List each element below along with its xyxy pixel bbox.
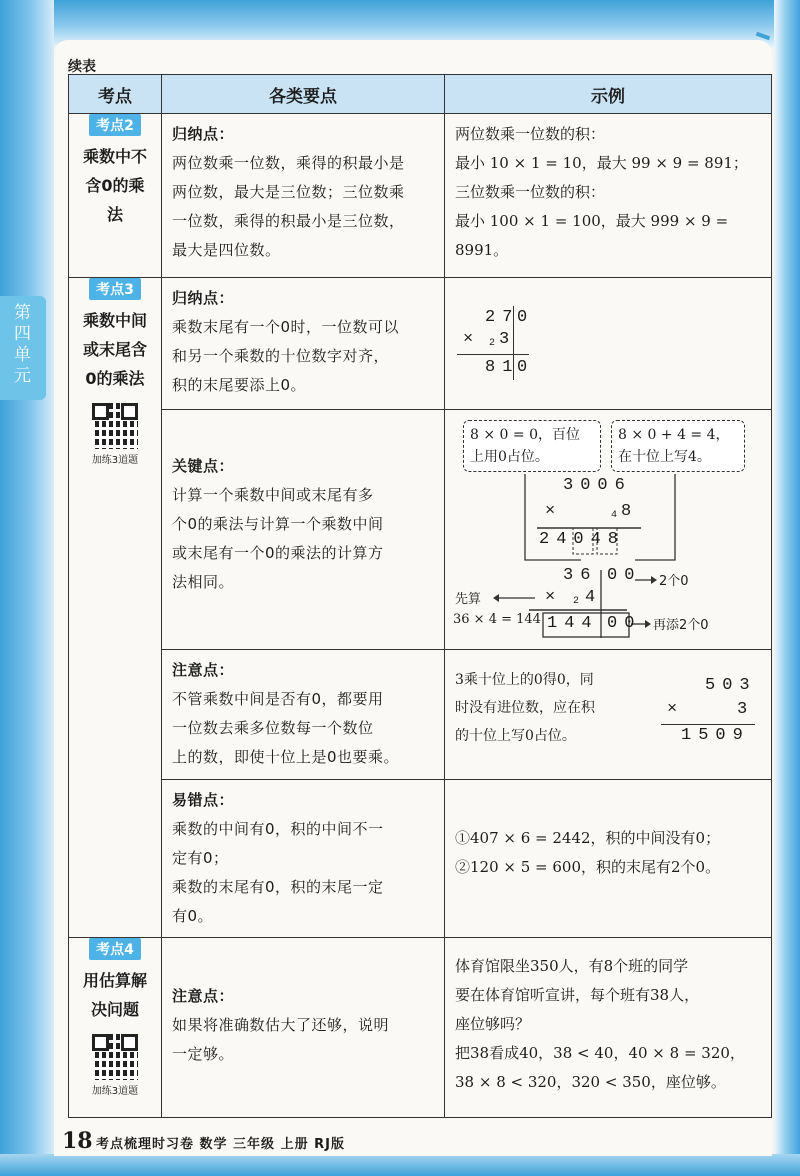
topic-title-line: 法 <box>106 205 123 224</box>
topic-badge: 考点3 <box>89 278 141 300</box>
topic-title-line: 决问题 <box>90 1000 139 1019</box>
example-line: 的十位上写0占位。 <box>455 728 576 744</box>
arrow-head <box>645 620 651 628</box>
calc-bottom: 3 <box>499 330 517 349</box>
unit-tab-char: 第 <box>14 303 32 323</box>
first-calc-label: 先算 <box>455 592 482 607</box>
example-cell <box>445 938 772 1118</box>
calc-result: 81 <box>485 358 520 377</box>
topic-title <box>69 306 161 393</box>
header-topic: 考点 <box>69 75 162 114</box>
calc-mult-sign: × <box>667 700 685 719</box>
calc-result: 1509 <box>681 726 750 745</box>
point-line: 积的末尾要添上0。 <box>172 376 307 394</box>
calc1-top: 3006 <box>563 476 632 495</box>
topic-title-line: 0的乘法 <box>85 369 145 388</box>
point-line: 不管乘数中间是否有0，都要用 <box>172 690 384 708</box>
topic-title-line: 乘数中间 <box>82 311 147 330</box>
topic-title <box>69 142 161 229</box>
topic-title-line: 或末尾含 <box>82 340 147 359</box>
first-calc-equation: 36 × 4 = 144 <box>453 612 541 627</box>
two-zeros-label: 2个0 <box>659 574 689 589</box>
calc1-result: 24048 <box>539 530 626 549</box>
calc1-mult-sign: × <box>545 502 563 521</box>
page-number: 18 <box>62 1128 93 1154</box>
page-frame-bottom <box>0 1154 800 1176</box>
note-line: 上用0占位。 <box>470 449 549 465</box>
points-cell <box>162 938 445 1118</box>
point-heading: 注意点： <box>172 987 235 1005</box>
example-line: 3乘十位上的0得0，同 <box>455 672 594 688</box>
table-row <box>69 938 772 1118</box>
calc2-mult-sign: × <box>545 588 563 607</box>
point-line: 两位数，最大是三位数；三位数乘 <box>172 183 405 201</box>
example-line: 体育馆限坐350人，有8个班的同学 <box>455 957 689 975</box>
point-heading: 关键点： <box>172 457 235 475</box>
note-line: 8 × 0 = 0，百位 <box>470 427 580 443</box>
table-row <box>69 114 772 278</box>
example-line: 时没有进位数，应在积 <box>455 700 595 716</box>
table-row <box>69 410 772 650</box>
topic-cell <box>69 278 162 938</box>
calc-mult-sign: × <box>463 330 481 349</box>
example-line: 座位够吗？ <box>455 1015 531 1033</box>
note-line: 在十位上写4。 <box>618 449 711 465</box>
qr-caption: 加练3道题 <box>91 455 139 466</box>
qr-code-icon[interactable] <box>92 1034 138 1080</box>
calc-rule <box>661 724 755 725</box>
note-line: 8 × 0 + 4 = 4， <box>618 427 730 443</box>
point-line: 或末尾有一个0的乘法的计算方 <box>172 544 384 562</box>
header-points: 各类要点 <box>162 75 445 114</box>
topic-title-line: 用估算解 <box>82 971 147 990</box>
example-cell <box>445 278 772 410</box>
points-cell <box>162 278 445 410</box>
point-line: 个0的乘法与计算一个乘数中间 <box>172 515 384 533</box>
point-heading: 注意点： <box>172 661 235 679</box>
example-line: 最小 10 × 1 = 10，最大 99 × 9 = 891； <box>455 154 748 172</box>
unit-tab-char: 元 <box>14 366 32 386</box>
calc-diagram <box>445 410 771 648</box>
point-line: 计算一个乘数中间或末尾有多 <box>172 486 374 504</box>
continued-label: 续表 <box>68 59 96 75</box>
qr-code-icon[interactable] <box>92 403 138 449</box>
point-heading: 归纳点： <box>172 125 235 143</box>
calc-result-zero: 0 <box>517 358 535 377</box>
header-example: 示例 <box>445 75 772 114</box>
point-line: 如果将准确数估大了还够，说明 <box>172 1016 390 1034</box>
example-line: 要在体育馆听宣讲，每个班有38人， <box>455 986 700 1004</box>
calc-carry: 2 <box>489 338 503 349</box>
point-heading: 易错点： <box>172 791 235 809</box>
page-frame-left <box>0 0 54 1176</box>
unit-tab-char: 四 <box>14 324 32 344</box>
point-line: 和另一个乘数的十位数字对齐， <box>172 347 390 365</box>
table-row <box>69 780 772 938</box>
point-line: 一位数，乘得的积最小是三位数， <box>172 212 405 230</box>
point-heading: 归纳点： <box>172 289 235 307</box>
calc1-bottom: 8 <box>621 502 639 521</box>
points-cell <box>162 650 445 780</box>
example-line: 三位数乘一位数的积： <box>455 183 606 201</box>
calc-top: 503 <box>705 676 757 695</box>
calc-rule <box>457 354 529 355</box>
arrow-head <box>651 576 657 584</box>
calc2-top: 36 <box>563 566 598 585</box>
vertical-calc-270x3 <box>445 278 771 408</box>
example-line: 把38看成40，38 < 40，40 × 8 = 320， <box>455 1044 745 1062</box>
add-zeros-label: 再添2个0 <box>653 618 709 633</box>
calc2-result: 144 <box>547 614 599 633</box>
points-cell <box>162 410 445 650</box>
knowledge-table <box>68 74 772 1118</box>
arrow-head <box>493 594 499 602</box>
example-line: ①407 × 6 = 2442，积的中间没有0； <box>455 829 721 847</box>
topic-badge: 考点4 <box>89 938 141 960</box>
qr-caption: 加练3道题 <box>91 1086 139 1097</box>
example-cell <box>445 780 772 938</box>
point-line: 最大是四位数。 <box>172 241 281 259</box>
table-row <box>69 650 772 780</box>
topic-badge: 考点2 <box>89 114 141 136</box>
calc1-carry: 4 <box>611 510 625 521</box>
unit-side-tab <box>0 296 46 400</box>
calc-bottom: 3 <box>737 700 755 719</box>
point-line: 定有0； <box>172 849 229 867</box>
example-line: 38 × 8 < 320，320 < 350，座位够。 <box>455 1073 726 1091</box>
calc2-top-zeros: 00 <box>607 566 642 585</box>
points-cell <box>162 114 445 278</box>
table-header-row <box>69 75 772 114</box>
point-line: 乘数末尾有一个0时，一位数可以 <box>172 318 400 336</box>
calc-align-line <box>513 306 514 380</box>
page-frame-right <box>774 0 800 1176</box>
topic-title <box>69 966 161 1024</box>
calc-top: 27 <box>485 308 520 327</box>
calc2-carry: 2 <box>573 596 587 607</box>
example-line: 8991。 <box>455 241 509 259</box>
topic-title-line: 含0的乘 <box>85 176 145 195</box>
example-cell <box>445 114 772 278</box>
connector-right <box>635 474 675 560</box>
topic-cell <box>69 938 162 1118</box>
topic-cell <box>69 114 162 278</box>
calc2-result-zeros: 00 <box>607 614 642 633</box>
topic-title-line: 乘数中不 <box>82 147 147 166</box>
point-line: 一位数去乘多位数每一个数位 <box>172 719 374 737</box>
table-row <box>69 278 772 410</box>
example-cell <box>445 650 772 780</box>
example-line: 两位数乘一位数的积： <box>455 125 606 143</box>
example-text <box>445 666 655 750</box>
footer-title: 考点梳理时习卷 数学 三年级 上册 RJ版 <box>96 1137 345 1152</box>
point-line: 有0。 <box>172 907 214 925</box>
points-cell <box>162 780 445 938</box>
example-line: ②120 × 5 = 600，积的末尾有2个0。 <box>455 858 721 876</box>
point-line: 乘数的中间有0，积的中间不一 <box>172 820 384 838</box>
example-with-calc <box>445 650 771 778</box>
point-line: 上的数，即使十位上是0也要乘。 <box>172 748 400 766</box>
calc2-bottom: 4 <box>585 588 603 607</box>
point-line: 乘数的末尾有0，积的末尾一定 <box>172 878 384 896</box>
point-line: 法相同。 <box>172 573 235 591</box>
example-line: 最小 100 × 1 = 100，最大 999 × 9 = <box>455 212 729 230</box>
unit-tab-char: 单 <box>14 345 32 365</box>
calc-top-zero: 0 <box>517 308 535 327</box>
example-cell <box>445 410 772 650</box>
point-line: 两位数乘一位数，乘得的积最小是 <box>172 154 405 172</box>
point-line: 一定够。 <box>172 1045 235 1063</box>
